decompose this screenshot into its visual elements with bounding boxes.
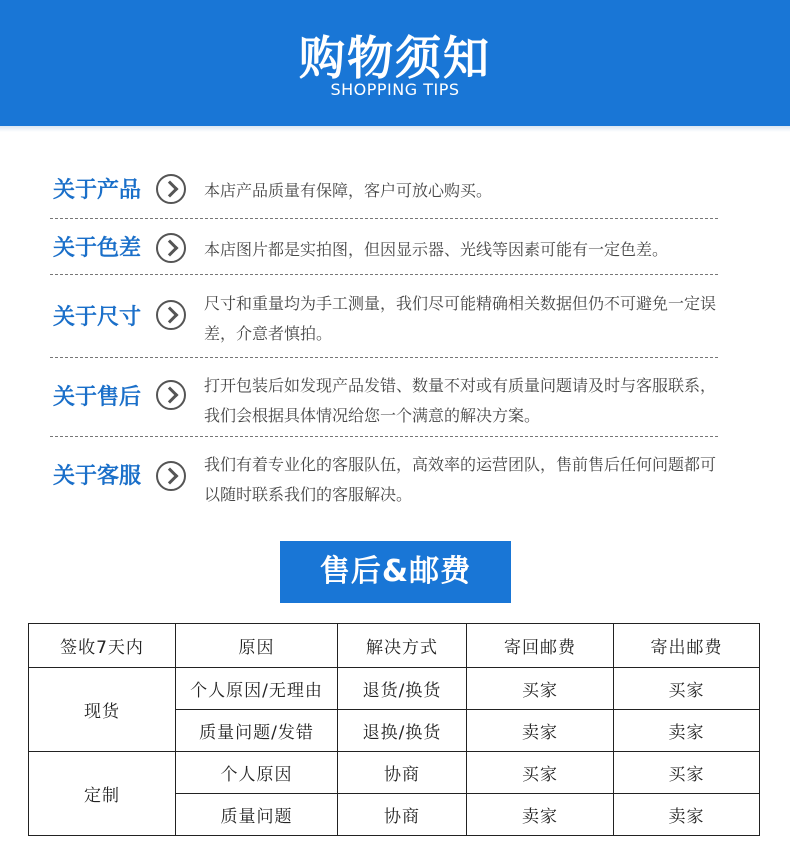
group-label: 定制 (29, 752, 176, 836)
table-cell: 卖家 (467, 710, 614, 752)
page-title: 购物须知 (299, 31, 491, 85)
tip-text: 尺寸和重量均为手工测量，我们尽可能精确相关数据但仍不可避免一定误差，介意者慎拍。 (204, 294, 717, 343)
chevron-right-circle-icon (156, 174, 186, 204)
group-label: 现货 (29, 668, 176, 752)
tip-heading: 关于产品 (53, 178, 142, 203)
table-cell: 卖家 (614, 794, 760, 836)
header-cell: 寄出邮费 (614, 624, 760, 668)
tip-heading: 关于色差 (53, 236, 142, 261)
table-cell: 买家 (614, 752, 760, 794)
table-row (29, 668, 760, 710)
tip-text: 打开包装后如发现产品发错、数量不对或有质量问题请及时与客服联系，我们会根据具体情况给您一个满意的解决方案。 (204, 376, 717, 425)
tip-heading: 关于售后 (53, 385, 142, 410)
chevron-right-circle-icon (156, 380, 186, 410)
tip-heading: 关于客服 (53, 464, 142, 489)
tip-text: 本店图片都是实拍图，但因显示器、光线等因素可能有一定色差。 (204, 240, 669, 259)
header-cell: 签收7天内 (29, 624, 176, 668)
divider (50, 218, 718, 219)
table-cell: 质量问题/发错 (176, 710, 338, 752)
divider (50, 357, 718, 358)
table-cell: 协商 (338, 794, 467, 836)
tip-text: 本店产品质量有保障，客户可放心购买。 (204, 181, 493, 200)
chevron-right-circle-icon (156, 300, 186, 330)
table-cell: 买家 (614, 668, 760, 710)
table-header-row (29, 624, 760, 668)
page-subtitle: SHOPPING TIPS (330, 80, 460, 99)
table-cell: 质量问题 (176, 794, 338, 836)
tip-text: 我们有着专业化的客服队伍，高效率的运营团队，售前售后任何问题都可以随时联系我们的客服解决。 (204, 455, 717, 504)
table-cell: 退换/换货 (338, 710, 467, 752)
table-cell: 个人原因/无理由 (176, 668, 338, 710)
section-title: 售后&邮费 (280, 541, 511, 603)
table-cell: 协商 (338, 752, 467, 794)
tip-heading: 关于尺寸 (53, 305, 142, 330)
header-cell: 解决方式 (338, 624, 467, 668)
header-banner (0, 0, 790, 126)
table-cell: 退货/换货 (338, 668, 467, 710)
header-cell: 原因 (176, 624, 338, 668)
divider (50, 436, 718, 437)
table-cell: 卖家 (467, 794, 614, 836)
divider (50, 274, 718, 275)
chevron-right-circle-icon (156, 461, 186, 491)
table-cell: 卖家 (614, 710, 760, 752)
table-cell: 个人原因 (176, 752, 338, 794)
header-cell: 寄回邮费 (467, 624, 614, 668)
aftersale-policy-table (28, 623, 760, 836)
table-cell: 买家 (467, 668, 614, 710)
table-cell: 买家 (467, 752, 614, 794)
chevron-right-circle-icon (156, 233, 186, 263)
table-row (29, 752, 760, 794)
banner-shadow (0, 126, 790, 132)
